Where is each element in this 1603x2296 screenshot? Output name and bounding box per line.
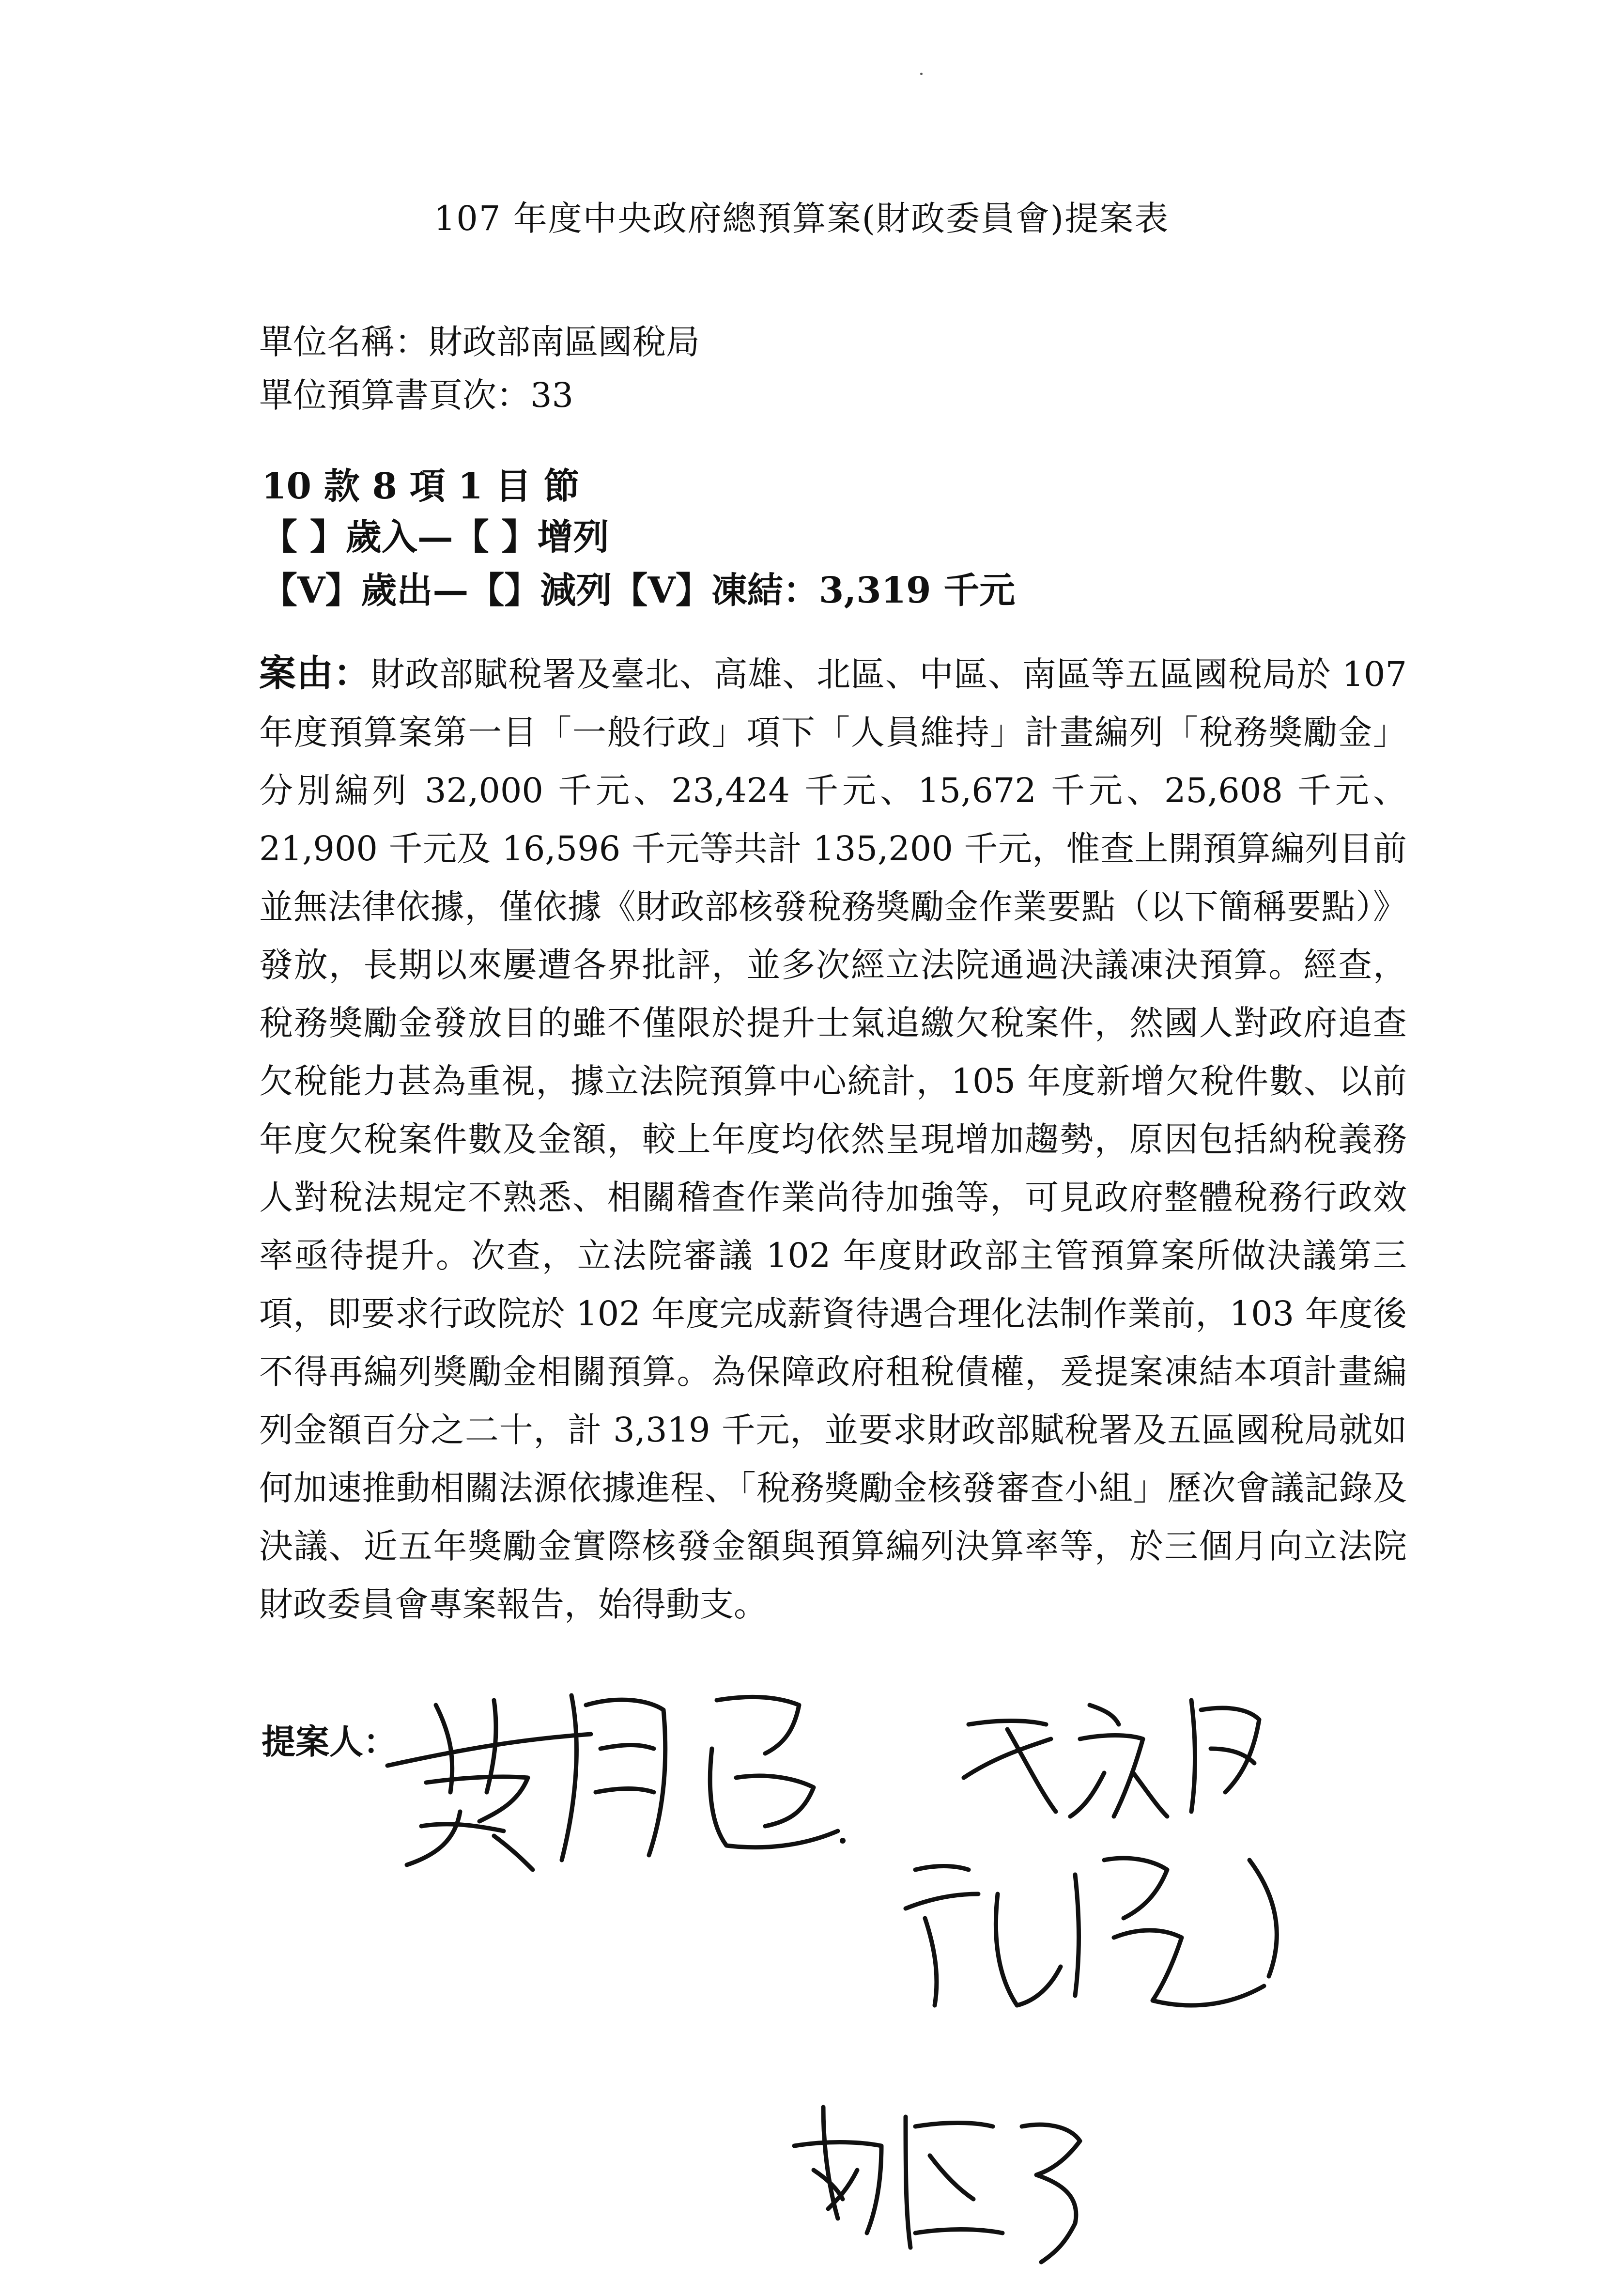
reason-text: 財政部賦稅署及臺北、高雄、北區、中區、南區等五區國稅局於 107 年度預算案第一目「一般行政」項下「人員維持」計畫編列「稅務獎勵金」分別編列 32,000 千元、23,424 千元、15,672 千元、25,608 千元、21,900 千元及 16,596 千元等共計 135,200 千元，惟查上開預算編列目前並無法律依據，僅依據《財政部核發稅務獎勵金作業要點（以下簡稱要點）》發放，長期以來屢遭各界批評，並多次經立法院通過決議凍決預算。經查，稅務獎勵金發放目的雖不僅限於提升士氣追繳欠稅案件，然國人對政府追查欠稅能力甚為重視，據立法院預算中心統計，105 年度新增欠稅件數、以前年度欠稅案件數及金額，較上年度均依然呈現增加趨勢，原因包括納稅義務人對稅法規定不熟悉、相關稽查作業尚待加強等，可見政府整體稅務行政效率亟待提升。次查，立法院審議 102 年度財政部主管預算案所做決議第三項，即要求行政院於 102 年度完成薪資待遇合理化法制作業前，103 年度後不得再編列獎勵金相關預算。為保障政府租稅債權，爰提案凍結本項計畫編列金額百分之二十，計 3,319 千元，並要求財政部賦稅署及五區國稅局就如何加速推動相關法源依據進程、「稅務獎勵金核發審查小組」歷次會議記錄及決議、近五年獎勵金實際核發金額與預算編列決算率等，於三個月向立法院財政委員會專案報告，始得動支。 xyxy=(259,654,1407,1624)
signature-2 xyxy=(964,1700,1259,1816)
handwritten-signatures xyxy=(378,1666,1322,2296)
expense-line: 【V】歲出—【】減列【V】凍結：3,319 千元 xyxy=(262,570,1016,611)
unit-budget-page: 單位預算書頁次：33 xyxy=(259,375,574,415)
reason-label: 案由： xyxy=(259,652,371,695)
document-title: 107 年度中央政府總預算案(財政委員會)提案表 xyxy=(433,199,1170,238)
unit-name: 單位名稱：財政部南區國稅局 xyxy=(259,322,700,362)
revenue-line: 【 】歲入—【 】增列 xyxy=(262,516,609,558)
signature-3 xyxy=(906,1858,1277,2005)
scan-speck xyxy=(920,73,923,75)
proposer-label: 提案人： xyxy=(262,1722,397,1762)
signature-4 xyxy=(794,2107,1080,2262)
reason-paragraph xyxy=(259,644,1407,1633)
signature-1 xyxy=(387,1695,846,1870)
section-line: 10 款 8 項 1 目 節 xyxy=(262,465,580,507)
